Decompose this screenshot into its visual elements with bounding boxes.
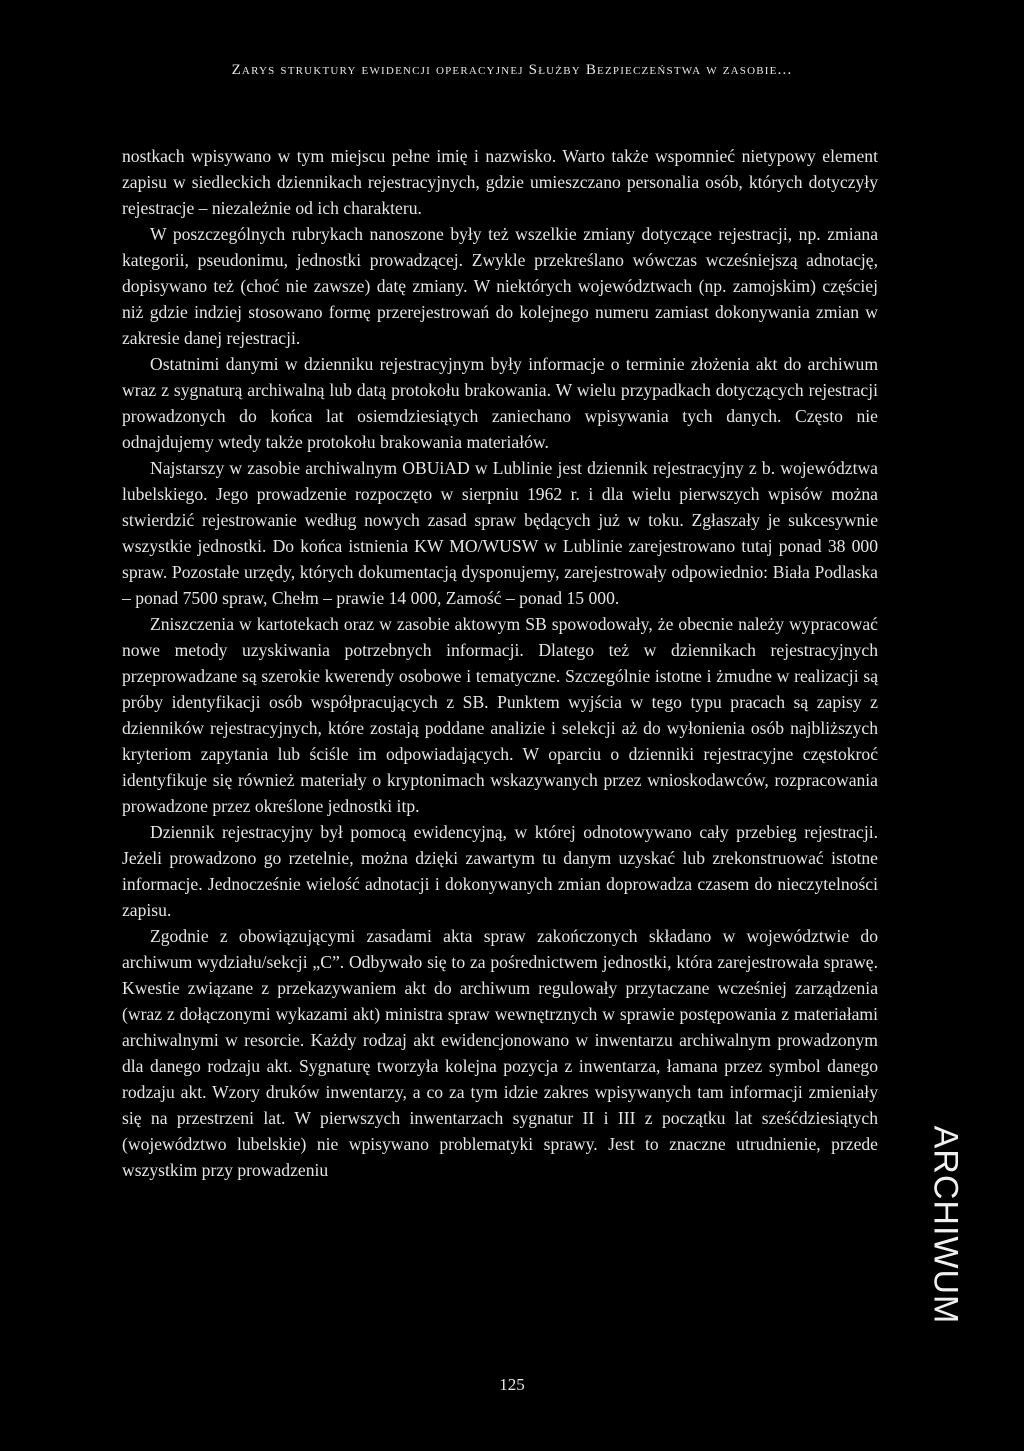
paragraph: W poszczególnych rubrykach nanoszone były też wszelkie zmiany dotyczące rejestracji, np. zmiana kategorii, pseudonimu, jednostki prowadzącej. Zwykle przekreślano wówczas wcześniejszą adnotację, dopisywano też (choć nie zawsze) datę zmiany. W niektórych województwach (np. zamojskim) częściej niż gdzie indziej stosowano formę przerejestrowań do kolejnego numeru zamiast dokonywania zmian w zakresie danej rejestracji. bbox=[122, 224, 878, 348]
body-text bbox=[122, 143, 878, 1183]
paragraph: Najstarszy w zasobie archiwalnym OBUiAD w Lublinie jest dziennik rejestracyjny z b. województwa lubelskiego. Jego prowadzenie rozpoczęto w sierpniu 1962 r. i dla wielu pierwszych wpisów można stwierdzić rejestrowanie według nowych zasad spraw będących już w toku. Zgłaszały je sukcesywnie wszystkie jednostki. Do końca istnienia KW MO/WUSW w Lublinie zarejestrowano tutaj ponad 38 000 spraw. Pozostałe urzędy, których dokumentacją dysponujemy, zarejestrowały odpowiednio: Biała Podlaska – ponad 7500 spraw, Chełm – prawie 14 000, Zamość – ponad 15 000. bbox=[122, 458, 878, 608]
page-number: 125 bbox=[499, 1375, 525, 1394]
side-label-text: ARCHIWUM bbox=[926, 1125, 965, 1325]
paragraph: Zniszczenia w kartotekach oraz w zasobie aktowym SB spowodowały, że obecnie należy wypracować nowe metody uzyskiwania potrzebnych informacji. Dlatego też w dziennikach rejestracyjnych przeprowadzane są szerokie kwerendy osobowe i tematyczne. Szczególnie istotne i żmudne w realizacji są próby identyfikacji osób współpracujących z SB. Punktem wyjścia w tego typu pracach są zapisy z dzienników rejestracyjnych, które zostają poddane analizie i selekcji aż do wyłonienia osób najbliższych kryteriom zapytania lub ściśle im odpowiadających. W oparciu o dzienniki rejestracyjne częstokroć identyfikuje się również materiały o kryptonimach wskazywanych przez wnioskodawców, rozpracowania prowadzone przez określone jednostki itp. bbox=[122, 614, 878, 816]
paragraph: Ostatnimi danymi w dzienniku rejestracyjnym były informacje o terminie złożenia akt do archiwum wraz z sygnaturą archiwalną lub datą protokołu brakowania. W wielu przypadkach dotyczących rejestracji prowadzonych do końca lat osiemdziesiątych zaniechano wpisywania tych danych. Często nie odnajdujemy wtedy także protokołu brakowania materiałów. bbox=[122, 354, 878, 452]
paragraph: Dziennik rejestracyjny był pomocą ewidencyjną, w której odnotowywano cały przebieg rejestracji. Jeżeli prowadzono go rzetelnie, można dzięki zawartym tu danym uzyskać lub zrekonstruować istotne informacje. Jednocześnie wielość adnotacji i dokonywanych zmian doprowadza czasem do nieczytelności zapisu. bbox=[122, 822, 878, 920]
section-side-label bbox=[918, 1120, 972, 1330]
paragraph: Zgodnie z obowiązującymi zasadami akta spraw zakończonych składano w województwie do archiwum wydziału/sekcji „C”. Odbywało się to za pośrednictwem jednostki, która zarejestrowała sprawę. Kwestie związane z przekazywaniem akt do archiwum regulowały przytaczane wcześniej zarządzenia (wraz z dołączonymi wykazami akt) ministra spraw wewnętrznych w sprawie postępowania z materiałami archiwalnymi w resorcie. Każdy rodzaj akt ewidencjonowano w inwentarzu archiwalnym prowadzonym dla danego rodzaju akt. Sygnaturę tworzyła kolejna pozycja z inwentarza, łamana przez symbol danego rodzaju akt. Wzory druków inwentarzy, a co za tym idzie zakres wpisywanych tam informacji zmieniały się na przestrzeni lat. W pierwszych inwentarzach sygnatur II i III z początku lat sześćdziesiątych (województwo lubelskie) nie wpisywano problematyki sprawy. Jest to znaczne utrudnienie, przede wszystkim przy prowadzeniu bbox=[122, 926, 878, 1180]
running-head: Zarys struktury ewidencji operacyjnej Służby Bezpieczeństwa w zasobie... bbox=[231, 62, 793, 78]
paragraph: nostkach wpisywano w tym miejscu pełne imię i nazwisko. Warto także wspomnieć nietypowy element zapisu w siedleckich dziennikach rejestracyjnych, gdzie umieszczano personalia osób, których dotyczyły rejestracje – niezależnie od ich charakteru. bbox=[122, 146, 878, 218]
